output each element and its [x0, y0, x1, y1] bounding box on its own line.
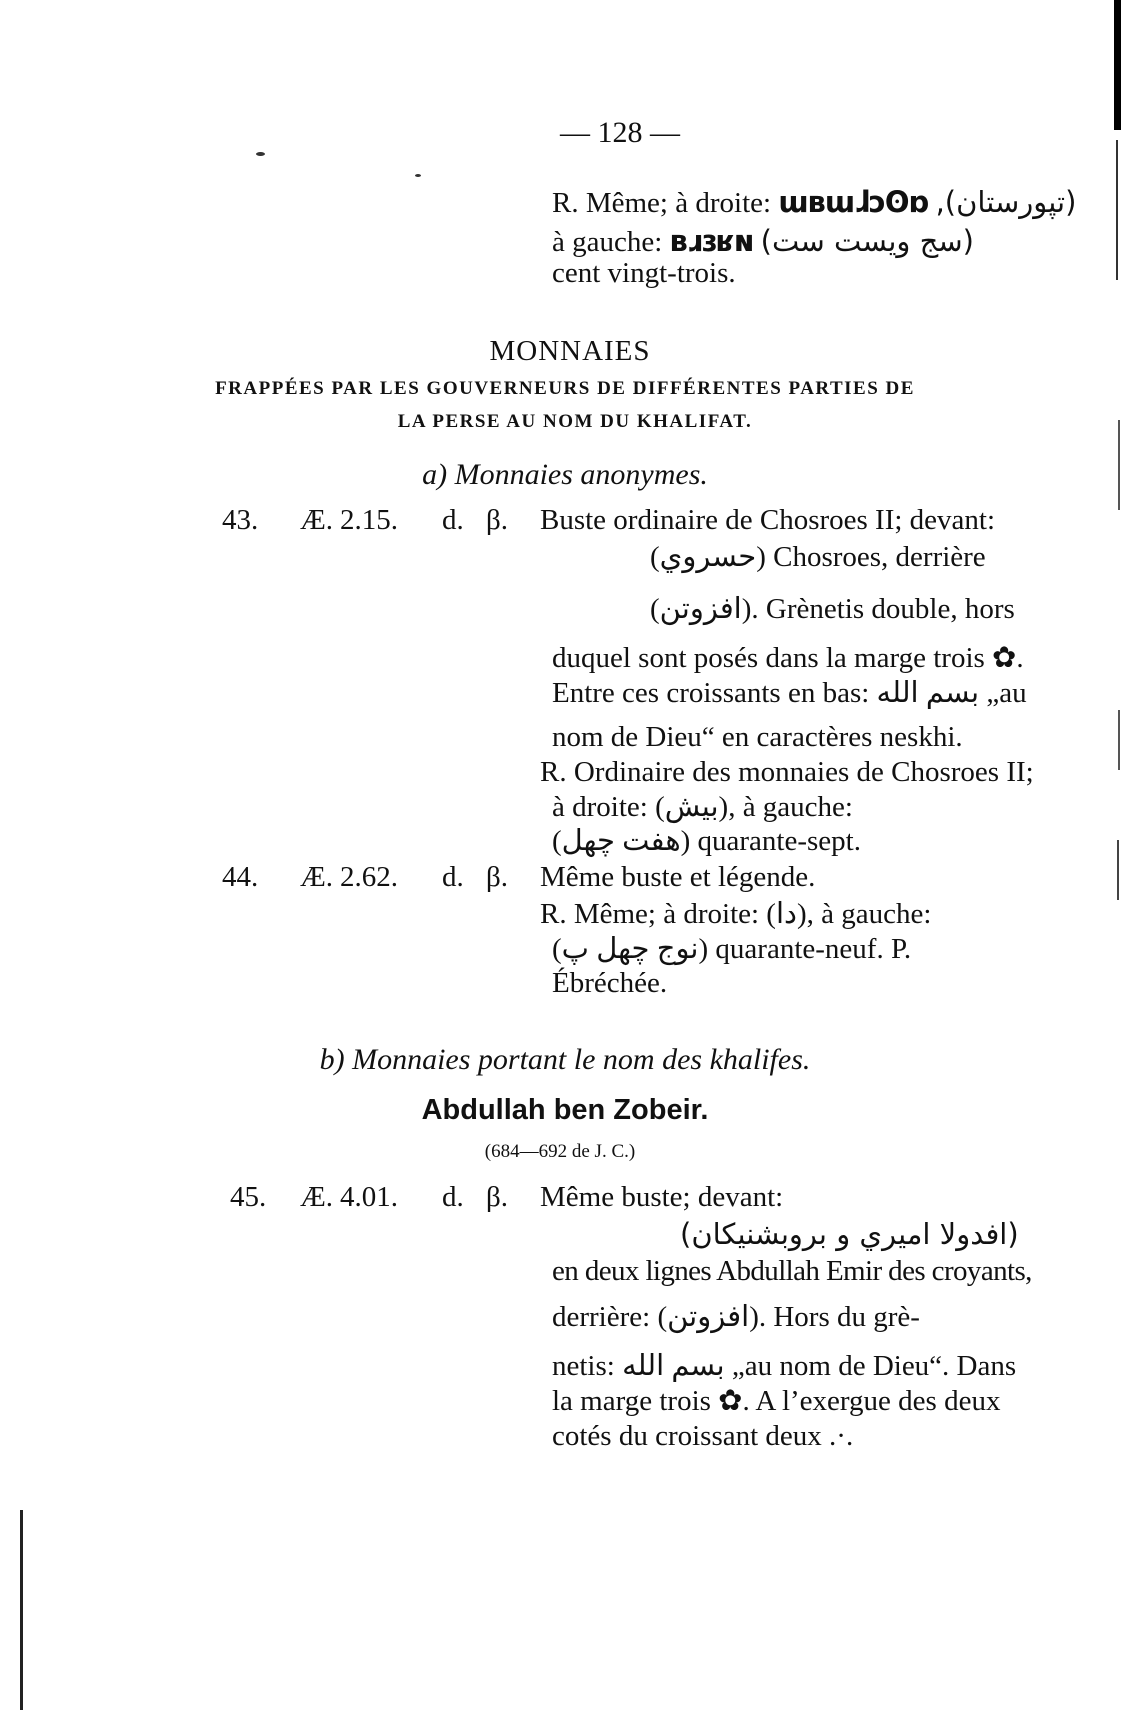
entry-line: à droite: (بيش), à gauche:	[552, 791, 853, 823]
entry-line: Buste ordinaire de Chosroes II; devant:	[540, 504, 996, 536]
section-title: MONNAIES	[489, 335, 651, 367]
intro-line-3: cent vingt-trois.	[552, 257, 736, 289]
coin-weight: 2.62.	[340, 861, 398, 893]
scan-edge	[20, 1510, 23, 1710]
section-subtitle: FRAPPÉES PAR LES GOUVERNEURS DE DIFFÉRENTES PARTIES DE	[215, 378, 915, 399]
entry-line: nom de Dieu“ en caractères neskhi.	[552, 721, 963, 753]
entry-line: Ébréchée.	[552, 967, 668, 999]
ruler-dates: (684—692 de J. C.)	[484, 1141, 636, 1162]
direction: d.	[442, 504, 464, 536]
greek-marker: β.	[486, 1181, 509, 1213]
entry-line: (هفت چهل) quarante-sept.	[552, 825, 861, 857]
coin-weight: 2.15.	[340, 504, 398, 536]
entry-line: Entre ces croissants en bas: بسم الله „au	[552, 677, 1027, 709]
entry-line: (حسروي) Chosroes, derrière	[650, 541, 986, 573]
scan-edge	[1118, 710, 1120, 770]
greek-marker: β.	[486, 861, 509, 893]
pahlavi-glyph: ɯʙɯɺɔʘɒ	[778, 185, 929, 219]
arabic-text: (تپورستان),	[935, 185, 1077, 219]
greek-marker: β.	[486, 504, 509, 536]
direction: d.	[442, 1181, 464, 1213]
subsection-b-title: b) Monnaies portant le nom des khalifes.	[319, 1043, 811, 1076]
entry-line: R. Même; à droite: (دا), à gauche:	[540, 898, 932, 930]
entry-line: Même buste; devant:	[540, 1181, 784, 1213]
subsection-a-title: a) Monnaies anonymes.	[422, 458, 708, 491]
metal-symbol: Æ.	[300, 861, 334, 893]
scan-edge	[1114, 0, 1121, 130]
metal-symbol: Æ.	[300, 1181, 334, 1213]
speck	[415, 174, 421, 177]
entry-line: Même buste et légende.	[540, 861, 816, 893]
entry-line: netis: بسم الله „au nom de Dieu“. Dans	[552, 1350, 1017, 1382]
entry-line: cotés du croissant deux .·.	[552, 1420, 854, 1452]
intro-text: à gauche:	[552, 226, 663, 258]
section-subtitle: LA PERSE AU NOM DU KHALIFAT.	[397, 411, 753, 432]
entry-number: 45.	[230, 1181, 267, 1213]
pahlavi-glyph: ʙɹɜʁɴ	[669, 224, 754, 258]
scan-edge	[1116, 140, 1118, 280]
entry-number: 44.	[222, 861, 259, 893]
entry-line: R. Ordinaire des monnaies de Chosroes II;	[540, 756, 1034, 788]
scan-edge	[1117, 840, 1119, 900]
entry-line: duquel sont posés dans la marge trois ✿.	[552, 642, 1024, 674]
entry-line: (افدولا اميري و بروبشنيكان)	[680, 1217, 1019, 1251]
intro-line-2	[552, 224, 974, 259]
metal-symbol: Æ.	[300, 504, 334, 536]
arabic-text: (سج ويست ست)	[760, 224, 974, 258]
ruler-name: Abdullah ben Zobeir.	[421, 1094, 709, 1126]
entry-number: 43.	[222, 504, 259, 536]
entry-line: en deux lignes Abdullah Emir des croyants,	[552, 1255, 1032, 1287]
coin-weight: 4.01.	[340, 1181, 398, 1213]
entry-line: la marge trois ✿. A l’exergue des deux	[552, 1385, 1001, 1417]
intro-text: R. Même; à droite:	[552, 187, 772, 219]
entry-line: (نوج چهل پ) quarante-neuf. P.	[552, 933, 912, 965]
entry-line: derrière: (افزوتن). Hors du grè-	[552, 1301, 920, 1333]
speck	[256, 152, 265, 156]
entry-line: (افزوتن). Grènetis double, hors	[650, 593, 1015, 625]
page-number: — 128 —	[560, 116, 680, 149]
direction: d.	[442, 861, 464, 893]
intro-line-1	[552, 185, 1076, 220]
